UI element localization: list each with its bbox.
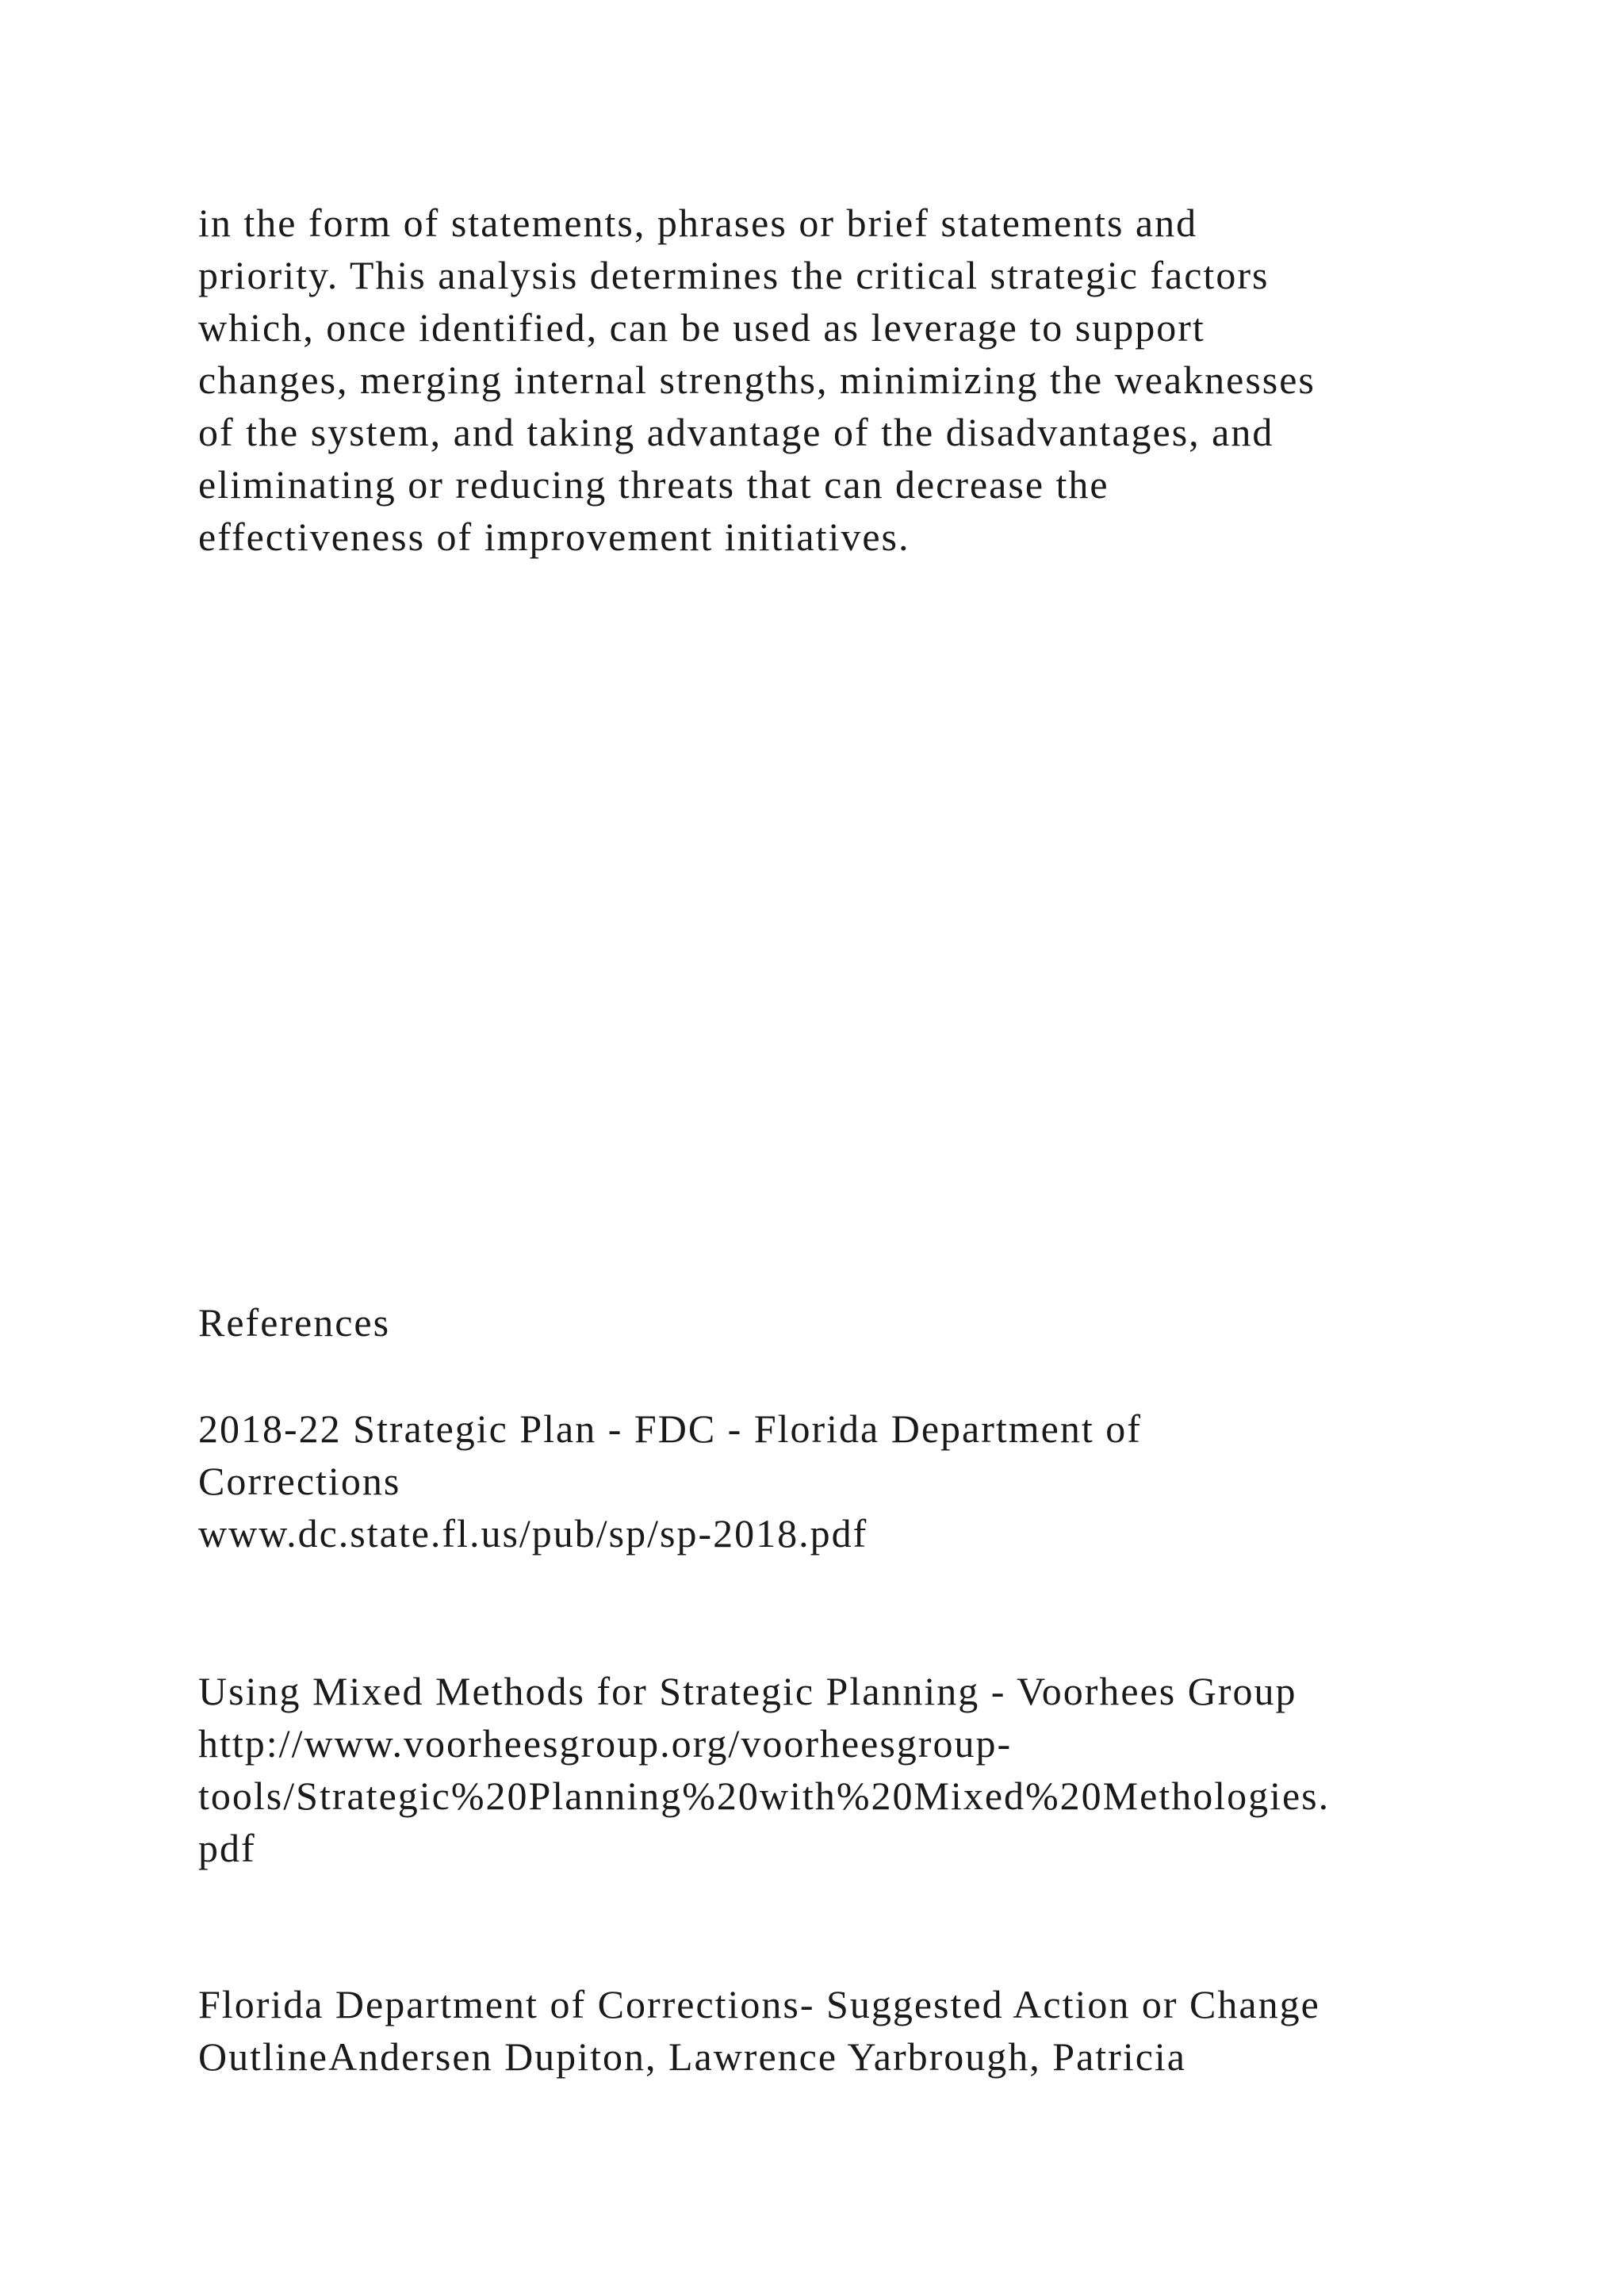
paragraph-line: eliminating or reducing threats that can decrease the — [198, 462, 1109, 507]
reference-url: pdf — [198, 1826, 256, 1870]
paragraph-line: effectiveness of improvement initiatives. — [198, 515, 910, 559]
references-heading: References — [198, 1300, 391, 1345]
reference-line: Corrections — [198, 1459, 401, 1503]
paragraph-line: OutlineAndersen Dupiton, Lawrence Yarbrough, Patricia — [198, 2034, 1186, 2079]
reference-entry — [198, 1665, 1546, 1874]
reference-url: www.dc.state.fl.us/pub/sp/sp-2018.pdf — [198, 1511, 868, 1556]
paragraph-line: priority. This analysis determines the critical strategic factors — [198, 253, 1270, 297]
reference-url: tools/Strategic%20Planning%20with%20Mixed%20Methologies. — [198, 1774, 1331, 1818]
paragraph-line: Florida Department of Corrections- Suggested Action or Change — [198, 1982, 1320, 2026]
paragraph-line: of the system, and taking advantage of the disadvantages, and — [198, 410, 1274, 454]
reference-line: Using Mixed Methods for Strategic Planning - Voorhees Group — [198, 1669, 1297, 1713]
reference-line: 2018-22 Strategic Plan - FDC - Florida Department of — [198, 1406, 1142, 1451]
body-paragraph — [198, 197, 1546, 563]
reference-entry — [198, 1402, 1546, 1559]
footer-paragraph — [198, 1978, 1546, 2083]
paragraph-line: changes, merging internal strengths, minimizing the weaknesses — [198, 358, 1316, 402]
paragraph-line: which, once identified, can be used as leverage to support — [198, 305, 1205, 350]
paragraph-line: in the form of statements, phrases or brief statements and — [198, 201, 1198, 245]
reference-url: http://www.voorheesgroup.org/voorheesgroup- — [198, 1721, 1013, 1766]
references-heading-block — [198, 1296, 1546, 1349]
